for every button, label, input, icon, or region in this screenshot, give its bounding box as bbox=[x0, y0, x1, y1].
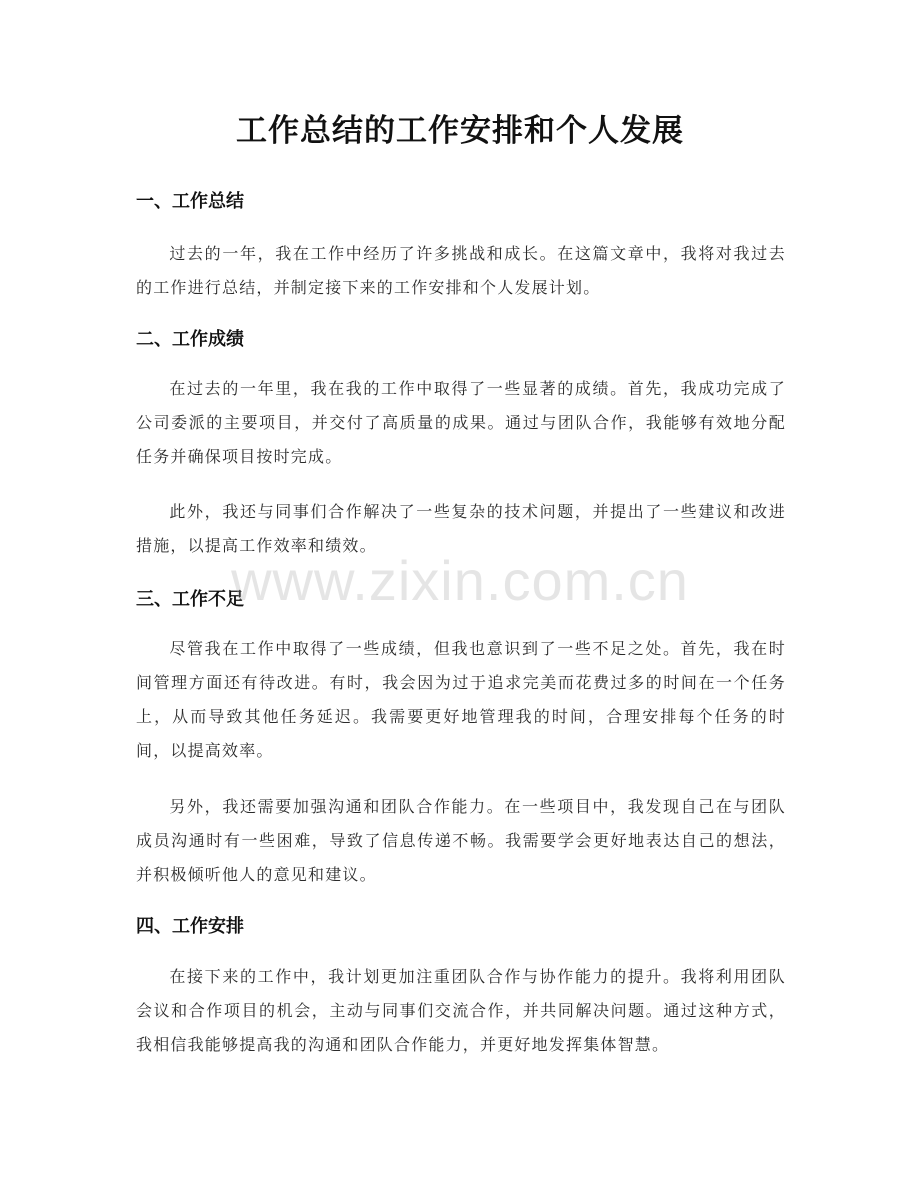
paragraph bbox=[136, 632, 786, 768]
paragraph-text: 在接下来的工作中，我计划更加注重团队合作与协作能力的提升。我将利用团队会议和合作项目的机会，主动与同事们交流合作，并共同解决问题。通过这种方式，我相信我能够提高我的沟通和团队合作能力，并更好地发挥集体智慧。 bbox=[136, 967, 786, 1054]
document-title: 工作总结的工作安排和个人发展 bbox=[236, 113, 684, 149]
paragraph-text: 尽管我在工作中取得了一些成绩，但我也意识到了一些不足之处。首先，我在时间管理方面还有待改进。有时，我会因为过于追求完美而花费过多的时间在一个任务上，从而导致其他任务延迟。我需要更好地管理我的时间，合理安排每个任务的时间，以提高效率。 bbox=[136, 639, 786, 760]
section-heading-summary: 一、工作总结 bbox=[136, 191, 244, 212]
section-heading-work-plan: 四、工作安排 bbox=[136, 916, 244, 937]
section-heading-achievements: 二、工作成绩 bbox=[136, 329, 244, 350]
paragraph bbox=[136, 790, 786, 892]
paragraph bbox=[136, 372, 786, 474]
section-heading-shortcomings: 三、工作不足 bbox=[136, 589, 244, 610]
paragraph-text: 此外，我还与同事们合作解决了一些复杂的技术问题，并提出了一些建议和改进措施，以提高工作效率和绩效。 bbox=[136, 502, 786, 555]
paragraph bbox=[136, 960, 786, 1062]
paragraph bbox=[136, 495, 786, 563]
watermark: www.zixin.com.cn bbox=[231, 549, 689, 612]
paragraph-text: 另外，我还需要加强沟通和团队合作能力。在一些项目中，我发现自己在与团队成员沟通时有一些困难，导致了信息传递不畅。我需要学会更好地表达自己的想法，并积极倾听他人的意见和建议。 bbox=[136, 797, 786, 884]
paragraph-text: 在过去的一年里，我在我的工作中取得了一些显著的成绩。首先，我成功完成了公司委派的主要项目，并交付了高质量的成果。通过与团队合作，我能够有效地分配任务并确保项目按时完成。 bbox=[136, 379, 786, 466]
paragraph bbox=[136, 237, 786, 305]
paragraph-text: 过去的一年，我在工作中经历了许多挑战和成长。在这篇文章中，我将对我过去的工作进行总结，并制定接下来的工作安排和个人发展计划。 bbox=[136, 244, 786, 297]
